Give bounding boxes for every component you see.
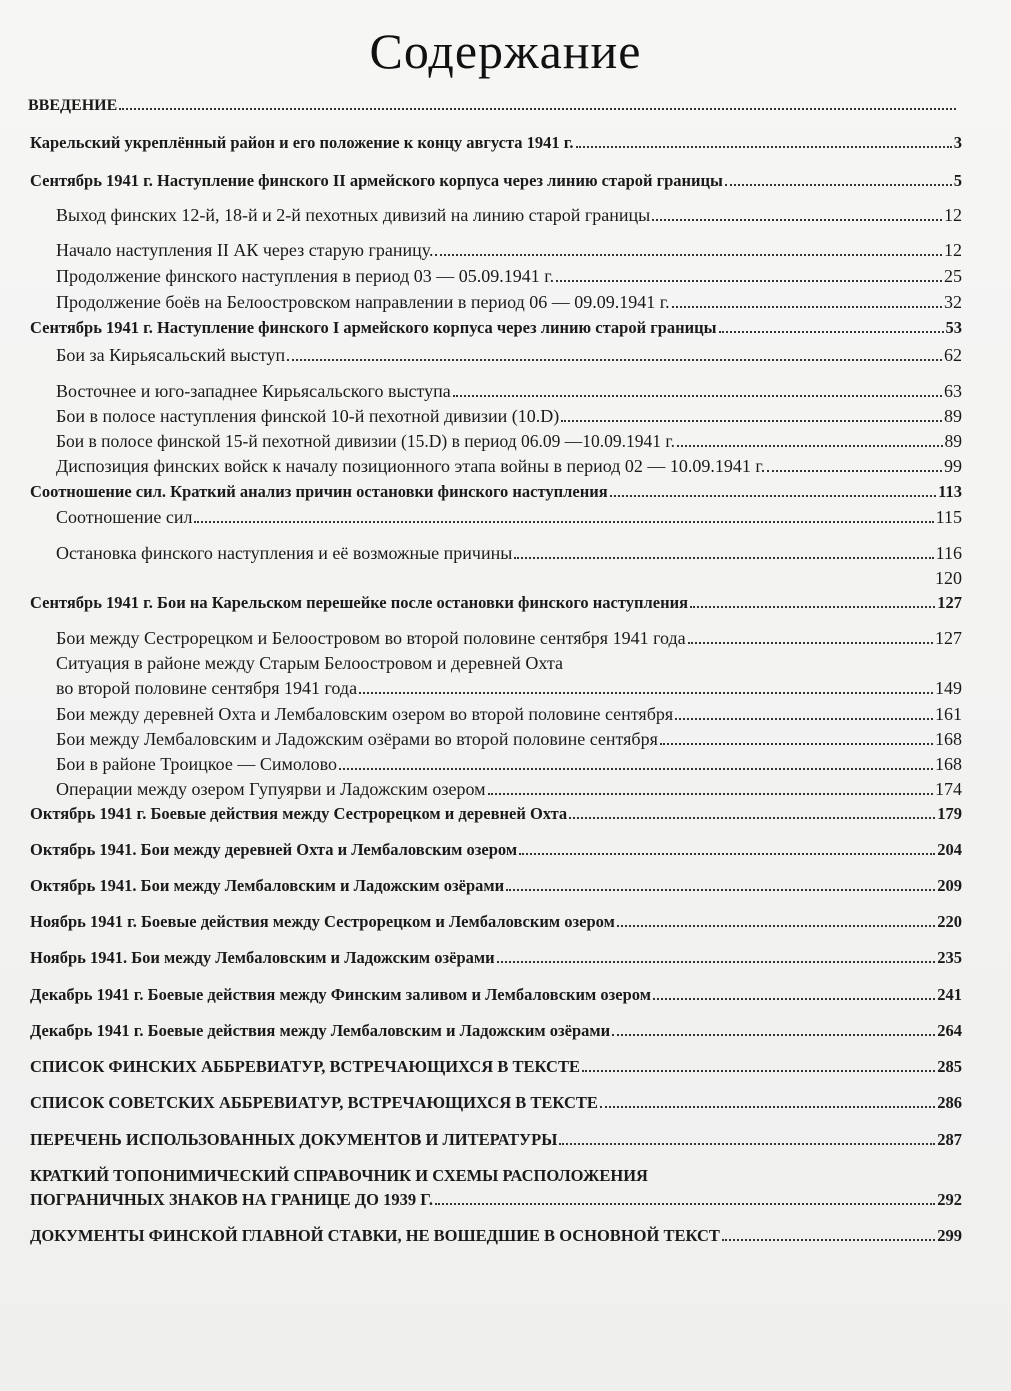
toc-leader [610,495,937,497]
toc-entry[interactable] [56,543,962,564]
toc-entry-text: ПЕРЕЧЕНЬ ИСПОЛЬЗОВАННЫХ ДОКУМЕНТОВ И ЛИТЕРАТУРЫ [30,1130,558,1149]
toc-entry[interactable] [30,804,962,824]
toc-leader [514,557,933,559]
toc-leader [435,1203,935,1205]
toc-entry[interactable] [56,507,962,528]
toc-entry[interactable] [30,482,962,502]
toc-entry[interactable] [30,318,962,338]
toc-leader [359,692,933,694]
page-title: Содержание [369,23,642,79]
toc-leader [675,718,933,720]
toc-leader [719,331,944,333]
toc-leader [725,184,952,186]
toc-page-number: 174 [935,779,962,799]
toc-page-number: 127 [937,593,962,612]
toc-page-number: 120 [935,568,962,588]
toc-leader [435,254,942,256]
toc-page-number: 63 [944,381,962,401]
toc-leader [506,889,935,891]
toc-page-number: 62 [944,345,962,365]
toc-entry-text: Ноябрь 1941. Бои между Лембаловским и Ладожским озёрами [30,948,495,967]
toc-page-number: 53 [945,318,962,337]
toc-leader [617,925,935,927]
toc-entry[interactable] [56,754,962,775]
toc-leader [672,306,942,308]
toc-entry-text: Остановка финского наступления и её возможные причины [56,543,513,563]
toc-entry-text: Декабрь 1941 г. Боевые действия между Лембаловским и Ладожским озёрами [30,1021,611,1040]
toc-entry-text: Бои в районе Троицкое — Симолово [56,754,337,774]
toc-leader [652,219,942,221]
toc-entry[interactable] [56,240,962,261]
toc-page-number: 168 [935,754,962,774]
toc-leader [660,743,933,745]
toc-entry-text: Октябрь 1941. Бои между Лембаловским и Ладожским озёрами [30,876,505,895]
toc-leader [497,961,936,963]
toc-entry-text: Бои между Лембаловским и Ладожским озёрами во второй половине сентября [56,729,658,749]
toc-entry[interactable] [56,345,962,366]
toc-entry[interactable] [56,678,962,699]
toc-entry-text: Выход финских 12-й, 18-й и 2-й пехотных дивизий на линию старой границы [56,205,651,225]
toc-page-number: 99 [944,456,962,476]
toc-entry[interactable] [56,381,962,402]
toc-entry[interactable] [30,1190,962,1210]
toc-entry-text: Октябрь 1941 г. Боевые действия между Сестрорецком и деревней Охта [30,804,568,823]
toc-page-number: 168 [935,729,962,749]
toc-page-number: 149 [935,678,962,698]
toc-leader [582,1070,935,1072]
toc-entry[interactable] [56,628,962,649]
toc-entry[interactable] [56,406,962,427]
toc-entry-text: Октябрь 1941. Бои между деревней Охта и Лембаловским озером [30,840,518,859]
toc-page-number: 127 [935,628,962,648]
toc-page-number: 89 [944,406,962,426]
toc-entry-text: Бои между деревней Охта и Лембаловским озером во второй половине сентября [56,704,674,724]
toc-page-number: 299 [937,1226,962,1245]
toc-page-number: 25 [944,266,962,286]
toc-entry[interactable] [30,1057,962,1077]
toc-entry[interactable] [56,568,962,589]
toc-page-number: 115 [935,507,962,527]
toc-entry-text: Карельский укреплённый район и его положение к концу августа 1941 г. [30,133,574,152]
toc-entry-text: Бои в полосе финской 15-й пехотной дивизии (15.D) в период 06.09 —10.09.1941 г. [56,431,675,451]
toc-page-number: 287 [937,1130,962,1149]
toc-page-number: 235 [937,948,962,967]
toc-leader [690,606,935,608]
toc-entry-text: Продолжение финского наступления в период 03 — 05.09.1941 г. [56,266,555,286]
toc-entry[interactable] [28,97,958,115]
toc-page-number: 220 [937,912,962,931]
toc-leader [561,420,942,422]
toc-page-number: 12 [944,205,962,225]
toc-leader [556,280,942,282]
toc-leader [339,768,933,770]
toc-entry[interactable] [56,431,962,452]
toc-entry[interactable] [30,985,962,1005]
toc-leader [600,1106,935,1108]
toc-page-number: 113 [938,482,962,501]
toc-leader [576,146,952,148]
toc-leader [653,998,935,1000]
toc-entry-text: Бои за Кирьясальский выступ [56,345,286,365]
toc-leader [688,642,933,644]
toc-leader [287,359,942,361]
toc-entry-text-line-2: во второй половине сентября 1941 года [56,678,358,698]
toc-entry-text: Продолжение боёв на Белоостровском направлении в период 06 — 09.09.1941 г. [56,292,670,312]
toc-entry-text: Начало наступления II АК через старую границу. [56,240,434,260]
toc-entry-text: Восточнее и юго-западнее Кирьясальского выступа [56,381,451,401]
toc-entry[interactable] [56,779,962,800]
toc-entry[interactable] [30,912,962,932]
toc-entry[interactable] [30,1130,962,1150]
toc-page-number: 5 [953,171,962,190]
toc-leader [677,445,943,447]
toc-page-number: 12 [944,240,962,260]
toc-entry[interactable] [56,704,962,725]
toc-leader [767,470,942,472]
toc-entry[interactable] [30,1226,962,1246]
toc-leader [722,1239,935,1241]
toc-page-number: 264 [937,1021,962,1040]
toc-entry-text: Соотношение сил [56,507,193,527]
toc-entry-text: Декабрь 1941 г. Боевые действия между Финским заливом и Лембаловским озером [30,985,651,1004]
toc-page-number: 286 [937,1093,962,1112]
toc-entry-text: Бои в полосе наступления финской 10-й пехотной дивизии (10.D) [56,406,560,426]
toc-entry-text: Сентябрь 1941 г. Бои на Карельском перешейке после остановки финского наступления [30,593,689,612]
toc-leader [453,395,942,397]
toc-entry[interactable] [56,729,962,750]
toc-entry-text: Соотношение сил. Краткий анализ причин остановки финского наступления [30,482,608,501]
toc-page-number: 3 [953,133,962,152]
toc-entry-text: КРАТКИЙ ТОПОНИМИЧЕСКИЙ СПРАВОЧНИК И СХЕМЫ РАСПОЛОЖЕНИЯ [30,1166,648,1185]
toc-page-number: 204 [937,840,962,859]
toc-entry-text: Ситуация в районе между Старым Белоостровом и деревней Охта [56,653,564,673]
toc-entry-text: Бои между Сестрорецком и Белоостровом во второй половине сентября 1941 года [56,628,686,648]
toc-leader [559,1143,935,1145]
toc-entry-line-1[interactable] [30,1166,962,1186]
toc-leader [569,817,935,819]
toc-leader [488,793,933,795]
toc-page-number: 116 [935,543,962,563]
toc-entry[interactable] [30,876,962,896]
toc-entry[interactable] [30,840,962,860]
toc-entry[interactable] [30,593,962,613]
toc-entry-text: Сентябрь 1941 г. Наступление финского II армейского корпуса через линию старой границы [30,171,723,190]
toc-entry[interactable] [30,948,962,968]
toc-leader [119,108,956,110]
toc-page-number: 161 [935,704,962,724]
toc-page-number: 89 [944,431,962,451]
toc-entry[interactable] [56,292,962,313]
toc-entry-text: Операции между озером Гупуярви и Ладожским озером [56,779,486,799]
toc-leader [519,853,935,855]
toc-entry[interactable] [56,266,962,287]
toc-entry[interactable] [30,133,962,153]
toc-page-number: 32 [944,292,962,312]
toc-entry[interactable] [56,456,962,477]
toc-leader [194,521,933,523]
toc-entry[interactable] [30,1093,962,1113]
toc-page-number: 292 [937,1190,962,1209]
toc-page-number: 285 [937,1057,962,1076]
toc-entry-text: Сентябрь 1941 г. Наступление финского I армейского корпуса через линию старой границы [30,318,717,337]
toc-entry-text: ДОКУМЕНТЫ ФИНСКОЙ ГЛАВНОЙ СТАВКИ, НЕ ВОШЕДШИЕ В ОСНОВНОЙ ТЕКСТ [30,1226,720,1245]
toc-entry[interactable] [30,171,962,191]
toc-entry-text-line-2: ПОГРАНИЧНЫХ ЗНАКОВ НА ГРАНИЦЕ ДО 1939 Г. [30,1190,433,1209]
toc-entry-line-1[interactable] [56,653,962,674]
toc-entry[interactable] [30,1021,962,1041]
toc-entry-text: СПИСОК СОВЕТСКИХ АББРЕВИАТУР, ВСТРЕЧАЮЩИХСЯ В ТЕКСТЕ [30,1093,598,1112]
toc-entry-text: Ноябрь 1941 г. Боевые действия между Сестрорецком и Лембаловским озером [30,912,615,931]
toc-entry-text: СПИСОК ФИНСКИХ АББРЕВИАТУР, ВСТРЕЧАЮЩИХСЯ В ТЕКСТЕ [30,1057,580,1076]
toc-page-number: 241 [937,985,962,1004]
toc-page-number: 179 [937,804,962,823]
toc-entry-text: ВВЕДЕНИЕ [28,97,118,114]
toc-entry[interactable] [56,205,962,226]
toc-entry-text: Диспозиция финских войск к началу позиционного этапа войны в период 02 — 10.09.1941 г. [56,456,766,476]
toc-page-number: 209 [937,876,962,895]
toc-leader [612,1034,935,1036]
